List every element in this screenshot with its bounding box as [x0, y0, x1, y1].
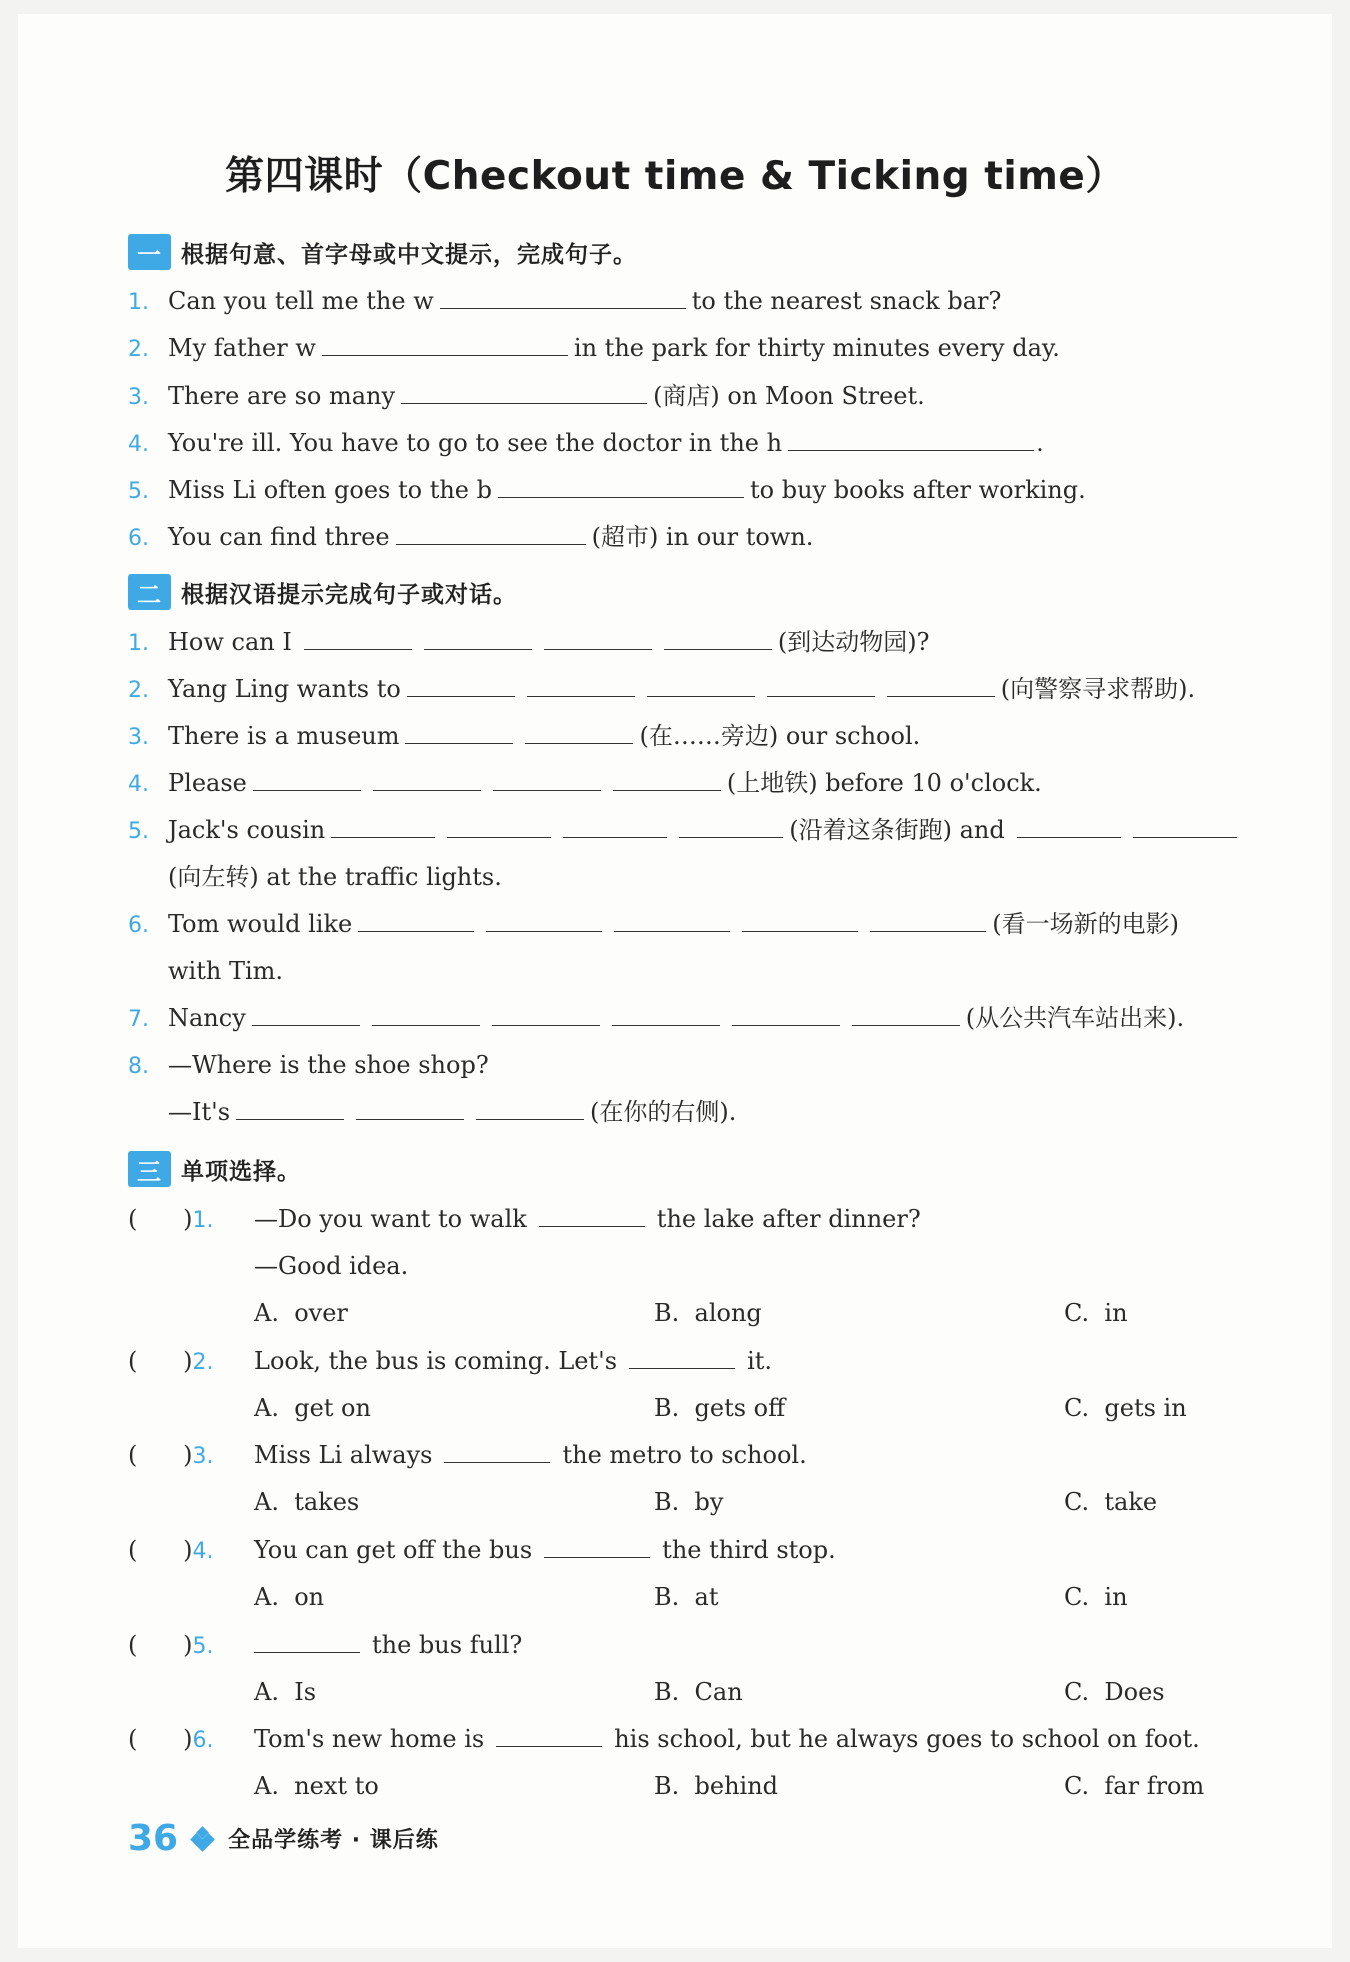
blank-field[interactable] [852, 1003, 960, 1026]
blank-field[interactable] [424, 627, 532, 650]
p1-item-2 [128, 333, 1060, 365]
blank-field[interactable] [887, 674, 995, 697]
p1-item-6 [128, 522, 813, 554]
question-stem: You can get off the bus the third stop. [254, 1536, 836, 1564]
section-badge: 二 [128, 574, 171, 610]
item-number: 5. [128, 479, 149, 504]
blank-field[interactable] [356, 1097, 464, 1120]
item-text: Tom would like [168, 910, 353, 938]
item-number: 6. [128, 913, 149, 938]
question-stem: Miss Li always the metro to school. [254, 1441, 807, 1469]
option-b[interactable]: B. Can [654, 1678, 743, 1706]
item-number: 1. [128, 631, 149, 656]
item-text: (从公共汽车站出来). [965, 1004, 1185, 1032]
blank-field[interactable] [236, 1097, 344, 1120]
option-c[interactable]: C. in [1064, 1299, 1128, 1327]
item-text: (上地铁) before 10 o'clock. [726, 769, 1042, 797]
blank-field[interactable] [525, 721, 633, 744]
section-badge: 三 [128, 1151, 171, 1187]
item-number: 2. [128, 678, 149, 703]
p2-item-8 [128, 1050, 489, 1082]
section-2-header [128, 572, 517, 612]
section-instruction: 根据句意、首字母或中文提示，完成句子。 [181, 241, 637, 268]
item-text: (到达动物园)? [777, 628, 930, 656]
item-text: (看一场新的电影) [992, 910, 1179, 938]
option-a[interactable]: A. next to [254, 1772, 379, 1800]
section-3-header [128, 1149, 301, 1189]
blank-field[interactable] [493, 768, 601, 791]
blank-field[interactable] [476, 1097, 584, 1120]
p1-item-4 [128, 428, 1044, 460]
blank-field[interactable] [486, 909, 602, 932]
blank-field[interactable] [732, 1003, 840, 1026]
blank-field[interactable] [447, 815, 551, 838]
blank-field[interactable] [612, 1003, 720, 1026]
item-text: How can I [168, 628, 292, 656]
page-title: 第四课时（Checkout time & Ticking time） [225, 154, 1125, 199]
blank-field[interactable] [613, 768, 721, 791]
question-stem: —Do you want to walk the lake after dinner? [254, 1205, 921, 1233]
blank-field[interactable] [679, 815, 783, 838]
answer-bracket[interactable]: ( )4. [128, 1536, 214, 1564]
item-text: Yang Ling wants to [168, 675, 401, 703]
p2-item-6 [128, 909, 1179, 941]
blank-field[interactable] [492, 1003, 600, 1026]
blank-field[interactable] [496, 1724, 602, 1747]
item-text: to the nearest snack bar? [691, 287, 1002, 315]
blank-field[interactable] [544, 1535, 650, 1558]
option-a[interactable]: A. on [254, 1583, 325, 1611]
blank-field[interactable] [1133, 815, 1237, 838]
item-text: (在你的右侧). [590, 1098, 737, 1126]
page-footer [128, 1818, 439, 1859]
item-number: 5. [128, 819, 149, 844]
blank-field[interactable] [254, 1630, 360, 1653]
blank-field[interactable] [544, 627, 652, 650]
option-c[interactable]: C. in [1064, 1583, 1128, 1611]
item-text: There are so many [168, 382, 396, 410]
section-instruction: 单项选择。 [181, 1158, 301, 1185]
option-c[interactable]: C. gets in [1064, 1394, 1187, 1422]
p2-item-3 [128, 721, 920, 753]
p2-item-5-cont: (向左转) at the traffic lights. [168, 863, 502, 891]
question-stem-2: —Good idea. [254, 1252, 409, 1280]
question-stem: Tom's new home is his school, but he always goes to school on foot. [254, 1725, 1200, 1753]
option-b[interactable]: B. at [654, 1583, 719, 1611]
blank-field[interactable] [788, 428, 1034, 451]
item-text: in the park for thirty minutes every day. [573, 334, 1060, 362]
answer-bracket[interactable]: ( )3. [128, 1441, 214, 1469]
blank-field[interactable] [405, 721, 513, 744]
question-stem: the bus full? [254, 1630, 522, 1660]
option-c[interactable]: C. far from [1064, 1772, 1205, 1800]
p2-item-1 [128, 627, 929, 659]
blank-field[interactable] [396, 522, 586, 545]
blank-field[interactable] [498, 475, 744, 498]
item-text: —It's [168, 1098, 231, 1126]
item-text: (向警察寻求帮助). [1000, 675, 1196, 703]
item-text: —Where is the shoe shop? [168, 1051, 489, 1079]
item-number: 4. [128, 432, 149, 457]
option-b[interactable]: B. gets off [654, 1394, 786, 1422]
item-text: (商店) on Moon Street. [653, 382, 925, 410]
blank-field[interactable] [870, 909, 986, 932]
blank-field[interactable] [331, 815, 435, 838]
item-text: (沿着这条街跑) and [789, 816, 1005, 844]
blank-field[interactable] [629, 1346, 735, 1369]
option-c[interactable]: C. Does [1064, 1678, 1165, 1706]
item-text: . [1036, 429, 1044, 457]
item-number: 2. [128, 337, 149, 362]
blank-field[interactable] [304, 627, 412, 650]
option-a[interactable]: A. get on [254, 1394, 371, 1422]
item-text: to buy books after working. [750, 476, 1086, 504]
section-1-header [128, 232, 637, 272]
item-text: (在……旁边) our school. [639, 722, 921, 750]
option-b[interactable]: B. along [654, 1299, 762, 1327]
item-number: 6. [128, 526, 149, 551]
p2-item-2 [128, 674, 1195, 706]
answer-bracket[interactable]: ( )2. [128, 1347, 214, 1375]
answer-bracket[interactable]: ( )5. [128, 1631, 214, 1659]
option-a[interactable]: A. takes [254, 1488, 360, 1516]
p2-item-6-cont: with Tim. [168, 957, 284, 985]
blank-field[interactable] [527, 674, 635, 697]
p2-item-8-reply [168, 1097, 736, 1127]
item-text: Miss Li often goes to the b [168, 476, 492, 504]
blank-field[interactable] [440, 286, 686, 309]
blank-field[interactable] [647, 674, 755, 697]
diamond-icon [192, 1828, 214, 1850]
blank-field[interactable] [742, 909, 858, 932]
blank-field[interactable] [664, 627, 772, 650]
p2-item-5 [128, 815, 1243, 847]
blank-field[interactable] [539, 1204, 645, 1227]
blank-field[interactable] [358, 909, 474, 932]
item-text: There is a museum [168, 722, 400, 750]
item-number: 8. [128, 1054, 149, 1079]
p1-item-3 [128, 381, 925, 413]
item-number: 7. [128, 1007, 149, 1032]
option-c[interactable]: C. take [1064, 1488, 1158, 1516]
item-number: 1. [128, 290, 149, 315]
page-number: 36 [128, 1818, 179, 1859]
blank-field[interactable] [614, 909, 730, 932]
section-badge: 一 [128, 234, 171, 270]
p2-item-7 [128, 1003, 1184, 1035]
option-b[interactable]: B. by [654, 1488, 724, 1516]
blank-field[interactable] [253, 768, 361, 791]
answer-bracket[interactable]: ( )6. [128, 1725, 214, 1753]
blank-field[interactable] [372, 1003, 480, 1026]
answer-bracket[interactable]: ( )1. [128, 1205, 214, 1233]
option-a[interactable]: A. over [254, 1299, 348, 1327]
blank-field[interactable] [407, 674, 515, 697]
p1-item-1 [128, 286, 1001, 318]
blank-field[interactable] [1017, 815, 1121, 838]
p1-item-5 [128, 475, 1086, 507]
brand-label: 全品学练考 · 课后练 [228, 1828, 439, 1853]
item-number: 4. [128, 772, 149, 797]
item-number: 3. [128, 385, 149, 410]
item-text: You're ill. You have to go to see the doctor in the h [168, 429, 783, 457]
section-instruction: 根据汉语提示完成句子或对话。 [181, 581, 517, 608]
p2-item-4 [128, 768, 1042, 800]
blank-field[interactable] [322, 333, 568, 356]
blank-field[interactable] [767, 674, 875, 697]
item-text: Can you tell me the w [168, 287, 434, 315]
blank-field[interactable] [252, 1003, 360, 1026]
item-text: My father w [168, 334, 316, 362]
item-text: Please [168, 769, 247, 797]
item-number: 3. [128, 725, 149, 750]
item-text: Jack's cousin [168, 816, 326, 844]
blank-field[interactable] [563, 815, 667, 838]
option-b[interactable]: B. behind [654, 1772, 779, 1800]
question-stem: Look, the bus is coming. Let's it. [254, 1347, 773, 1375]
blank-field[interactable] [401, 381, 647, 404]
blank-field[interactable] [444, 1440, 550, 1463]
item-text: Nancy [168, 1004, 246, 1032]
option-a[interactable]: A. Is [254, 1678, 317, 1706]
blank-field[interactable] [373, 768, 481, 791]
item-text: (超市) in our town. [591, 523, 814, 551]
item-text: You can find three [168, 523, 390, 551]
